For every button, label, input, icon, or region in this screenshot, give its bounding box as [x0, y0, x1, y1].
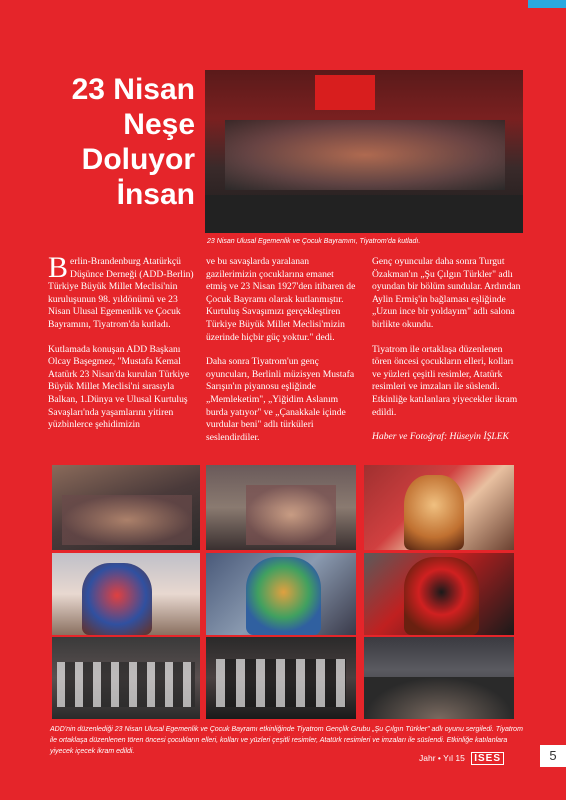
collage-caption: ADD'nin düzenlediği 23 Nisan Ulusal Egemenlik ve Çocuk Bayramı etkinliğinde Tiyatrom Gençlik Grubu „Şu Çılgın Türkler" adlı oyunu sergiledi. Tiyatrom ile ortaklaşa düzenlenen tören öncesi çocukların elleri, kolları ve yüzleri çeşitli resimler, Atatürk resimleri ve imzaları ile süslendi. Etkinliğe katılanlara yiyecek içecek ikram edildi. — [50, 726, 523, 755]
collage-photo-children — [52, 465, 200, 550]
footer-label: Jahr • Yıl 15 — [419, 753, 465, 763]
collage-photo-performance-2 — [206, 637, 356, 719]
paragraph: erlin-Brandenburg Atatürkçü Düşünce Derneği (ADD-Berlin) Türkiye Büyük Millet Meclisi'nin kuruluşunun 98. yıldönümü ve 23 Nisan Ulusal Egemenlik ve Çocuk Bayramını, Tiyatrom'da kutladı. — [48, 256, 194, 330]
paragraph: Kutlamada konuşan ADD Başkanı Olcay Başegmez, "Mustafa Kemal Atatürk 23 Nisan'da kurulan Türkiye Büyük Millet Meclisi'ni sırasıyla Balkan, 1.Dünya ve Ulusal Kurtuluş Savaşları'nda yaşamlarını yitiren yüzbinlerce şehidimizin — [48, 343, 190, 431]
photo-credit: Haber ve Fotoğraf: Hüseyin İŞLEK — [372, 431, 509, 443]
dropcap: B — [48, 251, 69, 284]
paragraph: Daha sonra Tiyatrom'un genç oyuncuları, Berlinli müzisyen Mustafa Sarışın'ın piyanosu eşliğinde „Memleketim", „Yiğidim Aslanım burda yatıyor" ve „Çanakkale içinde vurdular beni" adlı türküleri seslendirdiler. — [206, 356, 355, 443]
collage-photo-performance-1 — [52, 637, 200, 719]
collage-photo-children-2 — [206, 465, 356, 550]
collage-photo-face-paint-4 — [364, 553, 514, 635]
group-photo-caption: 23 Nisan Ulusal Egemenlik ve Çocuk Bayramını, Tiyatrom'da kutladı. — [207, 238, 421, 245]
collage-photo-face-paint-1 — [364, 465, 514, 550]
paragraph: ve bu savaşlarda yaralanan gazilerimizin çocuklarına emanet etmiş ve 23 Nisan 1927'den itibaren de Çocuk Bayramı olarak kutlanmıştır. Kurtuluş Savaşımızı gerçekleştiren Türkiye Büyük Millet Meclisi'mizin üzerinde hiçbir güç yoktur." dedi. — [206, 256, 356, 343]
paragraph: Tiyatrom ile ortaklaşa düzenlenen tören öncesi çocukların elleri, kolları ve yüzleri çeşitli resimler, Atatürk resimleri ve imzaları ile süslendi. Etkinliğe katılanlara yiyecekler ikram edildi. — [372, 343, 518, 418]
group-photo — [205, 70, 523, 233]
ises-logo: ISES — [471, 752, 504, 765]
page-number: 5 — [540, 745, 566, 767]
page-footer — [419, 753, 504, 764]
text-column-2 — [206, 256, 356, 456]
collage-photo-face-paint-2 — [52, 553, 200, 635]
collage-photo-audience — [364, 637, 514, 719]
article-title: 23 Nisan Neşe Doluyor İnsan — [71, 73, 195, 211]
paragraph: Genç oyuncular daha sonra Turgut Özakman'ın „Şu Çılgın Türkler" adlı oyundan bir bölüm sundular. Ardından Aylin Ermiş'in bağlaması eşliğinde „Uzun ince bir yoldayım" adlı salona birlikte okundu. — [372, 256, 521, 330]
text-column-1 — [48, 251, 198, 444]
text-column-3 — [372, 256, 522, 456]
corner-tab — [528, 0, 566, 8]
collage-photo-face-paint-3 — [206, 553, 356, 635]
